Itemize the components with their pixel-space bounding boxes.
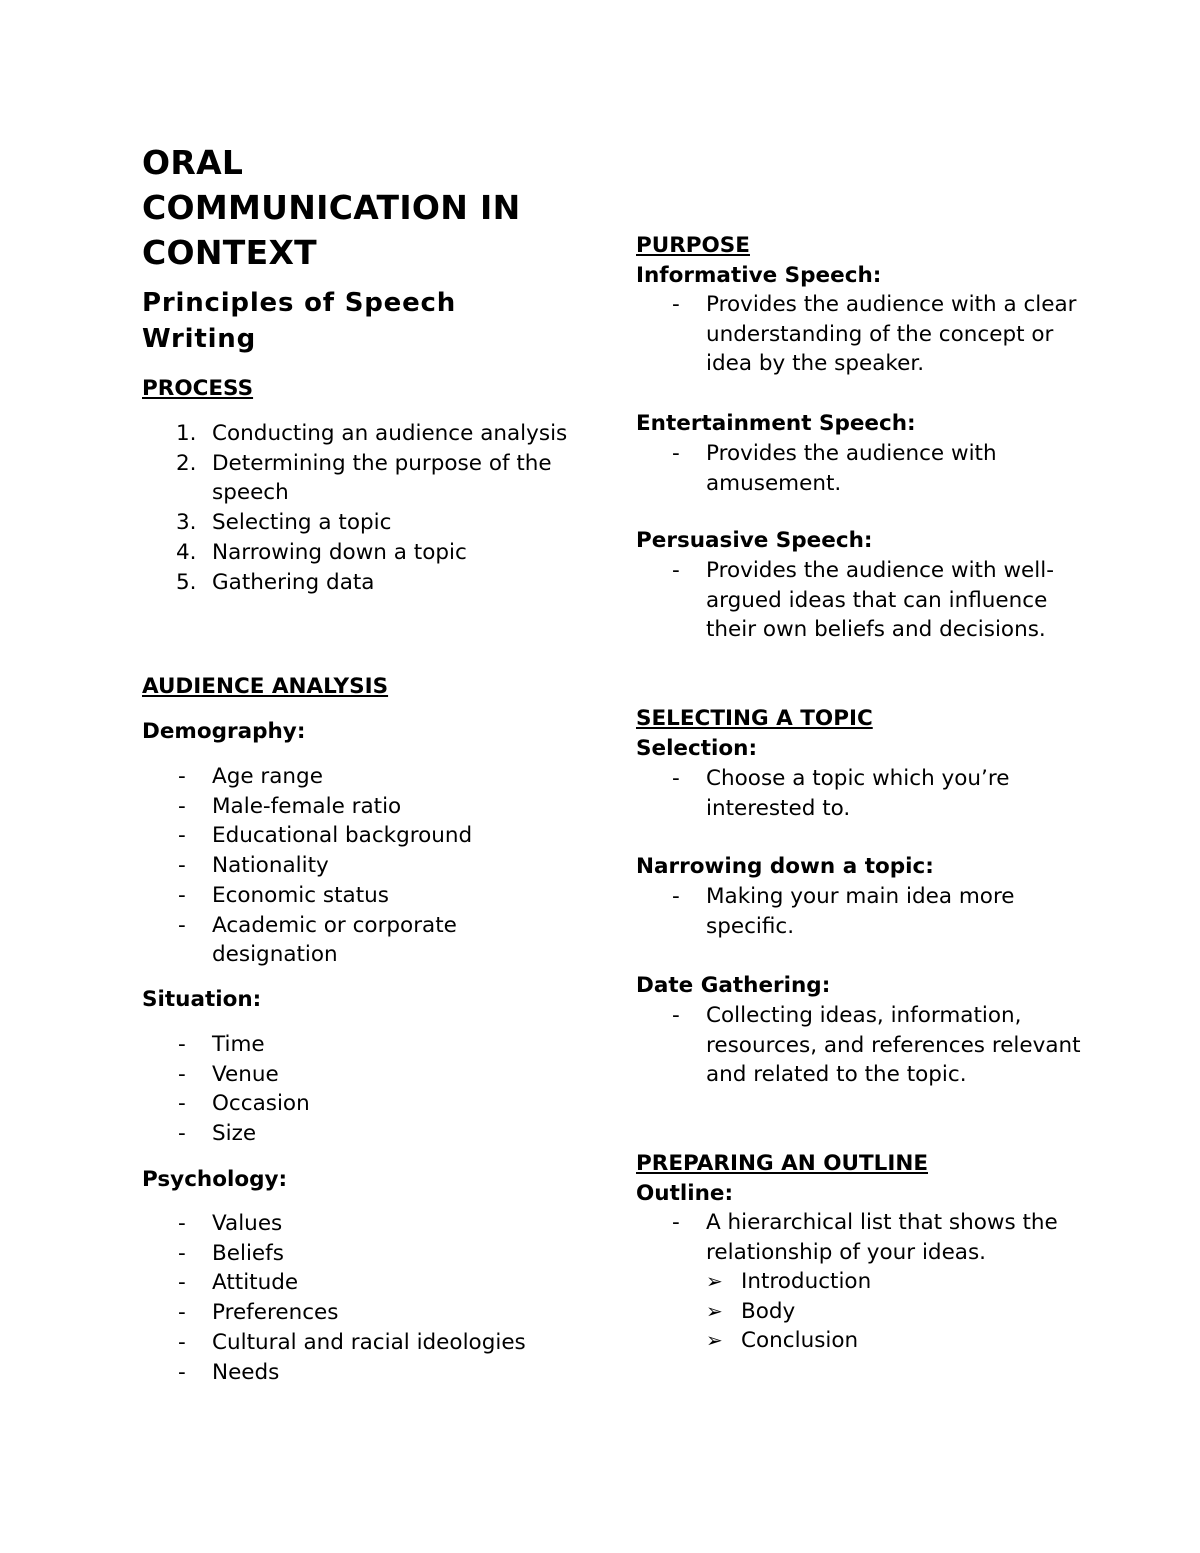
document-title [142, 140, 520, 275]
selection-list [636, 764, 1096, 823]
psychology-label: Psychology: [142, 1167, 288, 1192]
arrow-bullet-icon: ➢ [706, 1269, 723, 1293]
list-item: 3. Selecting a topic [176, 510, 392, 536]
process-heading: PROCESS [142, 376, 254, 401]
list-item: - Academic or corporate designation [178, 912, 457, 968]
persuasive-speech-list [636, 556, 1096, 645]
list-item: - Size [178, 1121, 257, 1147]
list-item: - Economic status [178, 882, 389, 908]
situation-list [142, 1030, 310, 1149]
list-item: - Occasion [178, 1091, 310, 1117]
list-item: - A hierarchical list that shows the relationship of your ideas. [672, 1210, 1058, 1265]
persuasive-speech-label: Persuasive Speech: [636, 528, 873, 553]
list-item: ➢ Conclusion [636, 1326, 871, 1356]
list-item: - Provides the audience with a clear understanding of the concept or idea by the speaker. [672, 292, 1077, 377]
list-item: ➢ Introduction [636, 1267, 871, 1297]
title-line: ORAL [142, 143, 244, 182]
psychology-list [142, 1209, 526, 1387]
narrowing-topic-label: Narrowing down a topic: [636, 854, 934, 879]
list-item: 4. Narrowing down a topic [176, 539, 467, 565]
list-item: - Collecting ideas, information, resources, and references relevant and related to the topic. [672, 1003, 1081, 1088]
list-item: - Beliefs [178, 1240, 284, 1266]
list-item: - Time [178, 1032, 265, 1057]
list-item: - Provides the audience with amusement. [672, 441, 997, 496]
list-item: - Provides the audience with well-argued ideas that can influence their own beliefs and decisions. [672, 558, 1054, 643]
list-item: - Needs [178, 1359, 280, 1385]
outline-label: Outline: [636, 1181, 734, 1206]
outline-parts-list [636, 1267, 871, 1356]
entertainment-speech-label: Entertainment Speech: [636, 411, 916, 436]
outline-list [636, 1208, 1096, 1267]
list-item: - Cultural and racial ideologies [178, 1329, 526, 1355]
narrowing-topic-list [636, 882, 1096, 941]
informative-speech-list [636, 290, 1096, 379]
list-item: 1. Conducting an audience analysis [176, 421, 568, 446]
demography-list [142, 762, 582, 970]
list-item: - Age range [178, 764, 323, 789]
entertainment-speech-list [636, 439, 1096, 498]
informative-speech-label: Informative Speech: [636, 263, 882, 288]
purpose-heading: PURPOSE [636, 233, 750, 258]
date-gathering-label: Date Gathering: [636, 973, 831, 998]
list-item: - Educational background [178, 823, 473, 849]
list-item: 5. Gathering data [176, 569, 375, 595]
list-item: - Nationality [178, 853, 329, 879]
process-list [142, 419, 582, 597]
audience-analysis-heading: AUDIENCE ANALYSIS [142, 674, 389, 699]
title-line: CONTEXT [142, 233, 317, 272]
list-item: - Male-female ratio [178, 793, 402, 819]
list-item: - Attitude [178, 1270, 299, 1296]
list-item: 2. Determining the purpose of the speech [176, 450, 552, 506]
list-item: - Making your main idea more specific. [672, 884, 1015, 939]
document-subtitle: Principles of Speech Writing [142, 288, 457, 354]
list-item: - Values [178, 1211, 283, 1236]
list-item: - Preferences [178, 1300, 339, 1326]
arrow-bullet-icon: ➢ [706, 1328, 723, 1353]
arrow-bullet-icon: ➢ [706, 1298, 723, 1323]
selecting-topic-heading: SELECTING A TOPIC [636, 706, 873, 731]
list-item: ➢ Body [636, 1297, 871, 1327]
selection-label: Selection: [636, 736, 758, 761]
title-line: COMMUNICATION IN [142, 188, 521, 227]
demography-label: Demography: [142, 719, 306, 744]
outline-heading: PREPARING AN OUTLINE [636, 1151, 929, 1176]
list-item: - Choose a topic which you’re interested to. [672, 766, 1010, 821]
list-item: - Venue [178, 1061, 279, 1087]
date-gathering-list [636, 1001, 1096, 1090]
situation-label: Situation: [142, 987, 262, 1012]
